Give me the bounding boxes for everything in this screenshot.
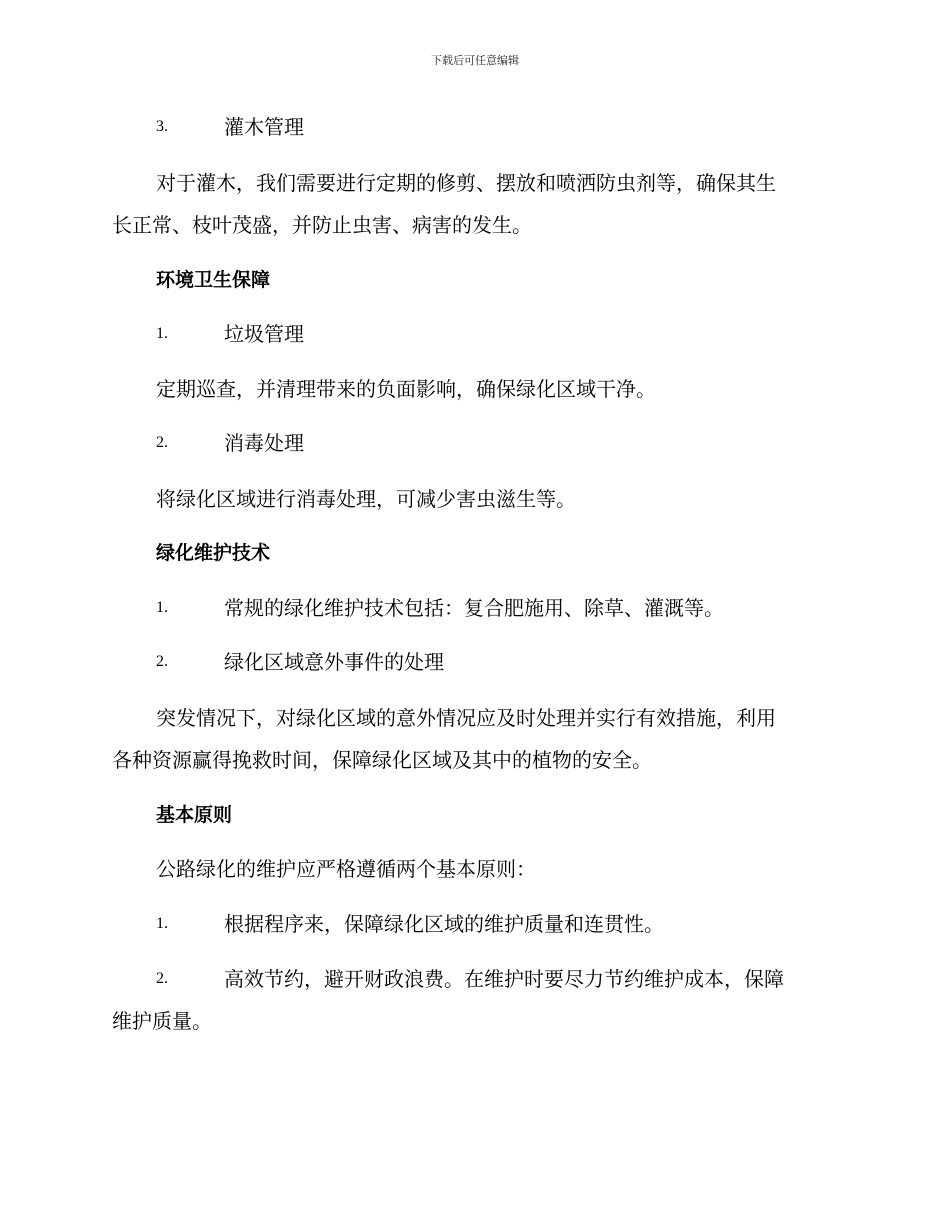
subsection-title-disinfection: 消毒处理 (224, 431, 304, 455)
subsection-title-garbage: 垃圾管理 (224, 322, 304, 346)
list-number: 3. (156, 118, 168, 135)
subsection-title-shrub: 灌木管理 (224, 115, 304, 139)
section-heading-principles: 基本原则 (156, 804, 233, 826)
paragraph-line: 对于灌木，我们需要进行定期的修剪、摆放和喷洒防虫剂等，确保其生 (156, 171, 776, 195)
paragraph-line: 将绿化区域进行消毒处理，可减少害虫滋生等。 (156, 487, 576, 511)
list-number: 1. (156, 915, 168, 932)
list-number: 1. (156, 325, 168, 342)
paragraph-line: 公路绿化的维护应严格遵循两个基本原则： (156, 857, 536, 881)
list-item-principle-1: 根据程序来，保障绿化区域的维护质量和连贯性。 (224, 912, 664, 936)
list-number: 2. (156, 970, 168, 987)
list-number: 2. (156, 653, 168, 670)
paragraph-line: 长正常、枝叶茂盛，并防止虫害、病害的发生。 (112, 213, 532, 237)
list-number: 2. (156, 434, 168, 451)
subsection-title-accident: 绿化区域意外事件的处理 (224, 650, 444, 674)
section-heading-sanitation: 环境卫生保障 (156, 269, 271, 291)
paragraph-line: 突发情况下，对绿化区域的意外情况应及时处理并实行有效措施，利用 (156, 706, 776, 730)
list-item-principle-2: 高效节约，避开财政浪费。在维护时要尽力节约维护成本，保障 (224, 967, 784, 991)
paragraph-line: 定期巡查，并清理带来的负面影响，确保绿化区域干净。 (156, 377, 656, 401)
paragraph-line: 各种资源赢得挽救时间，保障绿化区域及其中的植物的安全。 (112, 748, 652, 772)
list-item-routine-tech: 常规的绿化维护技术包括：复合肥施用、除草、灌溉等。 (224, 596, 724, 620)
section-heading-tech: 绿化维护技术 (156, 542, 271, 564)
list-number: 1. (156, 599, 168, 616)
paragraph-line: 维护质量。 (112, 1009, 212, 1033)
page-header: 下载后可任意编辑 (431, 54, 519, 67)
